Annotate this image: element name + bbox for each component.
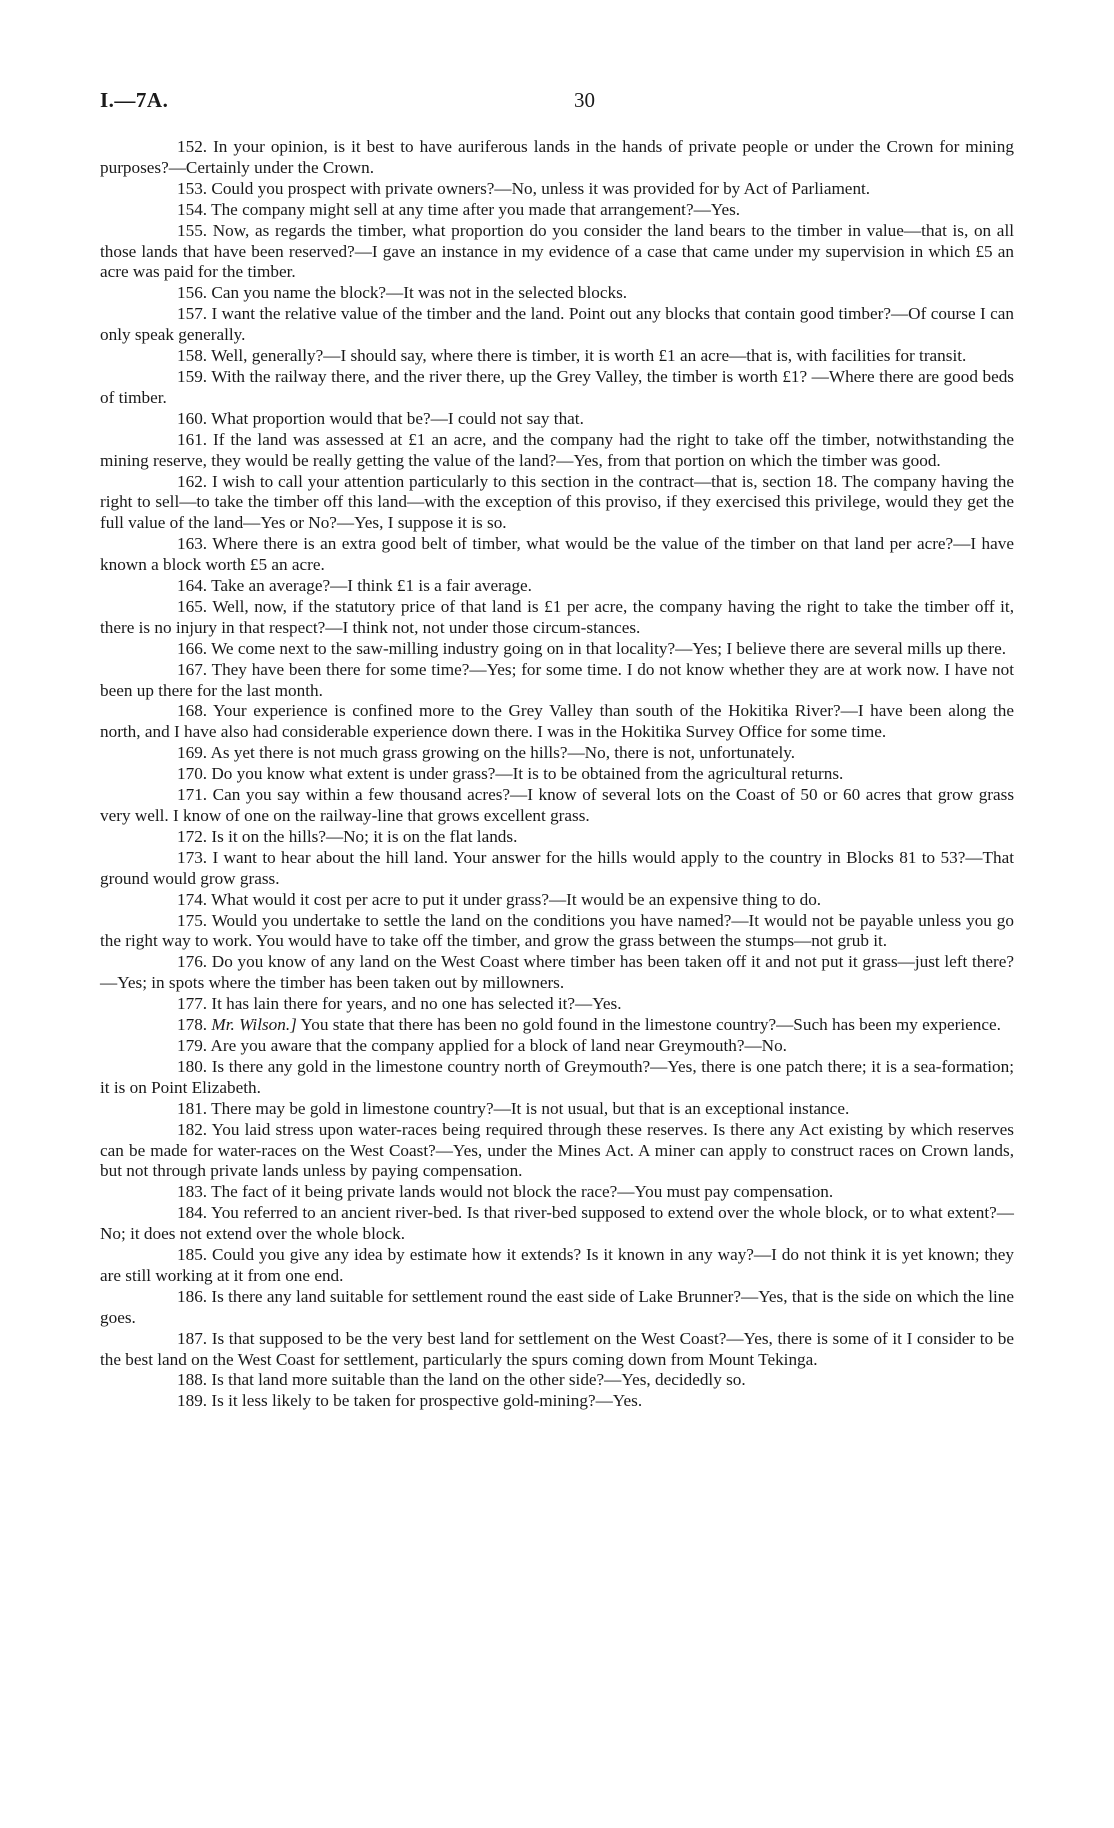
question-number: 172. (177, 826, 208, 846)
question-answer-text: I want the relative value of the timber and the land. Point out any blocks that contain good timber?—Of course I can only speak generally. (100, 304, 1014, 345)
question-answer-entry (100, 409, 1014, 430)
question-answer-text: Where there is an extra good belt of timber, what would be the value of the timber on that land per acre?—I have known a block worth £5 an acre. (100, 534, 1014, 575)
question-number: 176. (177, 952, 208, 972)
question-answer-text: You laid stress upon water-races being required through these reserves. Is there any Act existing by which reserves can be made for water-races on the West Coast?—Yes, under the Mines Act. A miner can apply to construct races on Crown lands, but not through private lands unless by paying compensation. (100, 1119, 1014, 1181)
question-number: 179. (177, 1035, 208, 1055)
question-number: 170. (177, 764, 208, 784)
question-answer-text: Is there any land suitable for settlement round the east side of Lake Brunner?—Yes, that is the side on which the line goes. (100, 1286, 1014, 1327)
question-answer-entry (100, 1203, 1014, 1245)
question-answer-entry (100, 827, 1014, 848)
question-answer-text: Do you know what extent is under grass?—It is to be obtained from the agricultural returns. (211, 764, 844, 784)
question-number: 180. (177, 1056, 208, 1076)
question-answer-entry (100, 1391, 1014, 1412)
question-answer-text: What would it cost per acre to put it under grass?—It would be an expensive thing to do. (211, 889, 822, 909)
question-answer-entry (100, 1120, 1014, 1183)
question-number: 154. (177, 199, 208, 219)
question-answer-text: Could you prospect with private owners?—No, unless it was provided for by Act of Parliament. (211, 178, 871, 198)
question-answer-entry (100, 1099, 1014, 1120)
question-answer-text: Your experience is confined more to the Grey Valley than south of the Hokitika River?—I have been along the north, and I have also had considerable experience down there. I was in the Hokitika Survey Office for some time. (100, 701, 1014, 742)
question-number: 181. (177, 1098, 208, 1118)
question-answer-entry (100, 952, 1014, 994)
question-number: 178. (177, 1015, 208, 1035)
question-answer-entry (100, 221, 1014, 284)
question-number: 157. (177, 304, 208, 324)
question-number: 173. (177, 847, 208, 867)
question-answer-text: You state that there has been no gold found in the limestone country?—Such has been my experience. (300, 1015, 1001, 1035)
question-answer-entry (100, 994, 1014, 1015)
question-answer-text: Well, now, if the statutory price of that land is £1 per acre, the company having the right to take the timber off it, there is no injury in that respect?—I think not, not under those circum-stances. (100, 596, 1014, 637)
question-answer-entry (100, 534, 1014, 576)
question-answer-text: I want to hear about the hill land. Your answer for the hills would apply to the country in Blocks 81 to 53?—That ground would grow grass. (100, 847, 1015, 888)
question-answer-text: You referred to an ancient river-bed. Is that river-bed supposed to extend over the whole block, or to what extent?—No; it does not extend over the whole block. (100, 1203, 1014, 1244)
question-number: 165. (177, 596, 208, 616)
question-answer-text: The company might sell at any time after you made that arrangement?—Yes. (211, 199, 741, 219)
question-answer-text: It has lain there for years, and no one has selected it?—Yes. (211, 994, 622, 1014)
question-answer-text: Is that supposed to be the very best land for settlement on the West Coast?—Yes, there is some of it I consider to be the best land on the West Coast for settlement, particularly the spurs coming down from Mount Tekinga. (100, 1328, 1014, 1369)
question-answer-text: With the railway there, and the river there, up the Grey Valley, the timber is worth £1? —Where there are good beds of timber. (100, 366, 1014, 407)
question-number: 189. (177, 1391, 208, 1411)
question-answer-entry (100, 639, 1014, 660)
question-answer-entry (100, 430, 1014, 472)
question-answer-text: I wish to call your attention particularly to this section in the contract—that is, section 18. The company having the right to sell—to take the timber off this land—with the exception of this proviso, if they exercised this privilege, would they get the full value of the land—Yes or No?—Yes, I suppose it is so. (100, 471, 1014, 533)
question-number: 160. (177, 408, 208, 428)
question-answer-entry (100, 1287, 1014, 1329)
question-answer-entry (100, 890, 1014, 911)
question-answer-text: As yet there is not much grass growing on the hills?—No, there is not, unfortunately. (210, 743, 796, 763)
question-answer-text: Can you name the block?—It was not in the selected blocks. (211, 283, 628, 303)
question-answer-entry (100, 200, 1014, 221)
question-number: 152. (177, 137, 208, 156)
question-answer-text: Is there any gold in the limestone country north of Greymouth?—Yes, there is one patch there; it is a sea-formation; it is on Point Elizabeth. (100, 1056, 1014, 1097)
question-number: 185. (177, 1245, 208, 1265)
question-number: 164. (177, 576, 208, 596)
question-answer-text: Is that land more suitable than the land on the other side?—Yes, decidedly so. (211, 1370, 746, 1390)
question-number: 188. (177, 1370, 208, 1390)
question-answer-text: Are you aware that the company applied for a block of land near Greymouth?—No. (210, 1035, 787, 1055)
question-answer-entry (100, 472, 1014, 535)
question-answer-entry (100, 1182, 1014, 1203)
question-answer-entry (100, 1245, 1014, 1287)
question-number: 158. (177, 346, 208, 366)
page-number: 30 (574, 88, 595, 112)
page-header (100, 88, 1014, 122)
question-answer-entry (100, 283, 1014, 304)
question-number: 171. (177, 785, 208, 805)
question-answer-text: In your opinion, is it best to have auriferous lands in the hands of private people or under the Crown for mining purposes?—Certainly under the Crown. (100, 137, 1014, 177)
question-answer-text: They have been there for some time?—Yes; for some time. I do not know whether they are at work now. I have not been up there for the last month. (100, 659, 1014, 700)
question-answer-text: We come next to the saw-milling industry going on in that locality?—Yes; I believe there are several mills up there. (211, 638, 1007, 658)
question-answer-text: The fact of it being private lands would not block the race?—You must pay compensation. (211, 1182, 834, 1202)
question-answer-entry (100, 576, 1014, 597)
question-answer-entry (100, 597, 1014, 639)
question-number: 186. (177, 1286, 208, 1306)
question-answer-entry (100, 848, 1014, 890)
question-number: 184. (177, 1203, 208, 1223)
evidence-text (100, 137, 1014, 1412)
question-number: 174. (177, 889, 208, 909)
question-answer-text: Now, as regards the timber, what proportion do you consider the land bears to the timber in value—that is, on all those lands that have been reserved?—I gave an instance in my evidence of a case that came under my supervision in which £5 an acre was paid for the timber. (100, 220, 1014, 282)
question-number: 161. (177, 429, 208, 449)
question-answer-entry (100, 1057, 1014, 1099)
question-answer-text: If the land was assessed at £1 an acre, and the company had the right to take off the timber, notwithstanding the mining reserve, they would be really getting the value of the land?—Yes, from that portion on which the timber was good. (100, 429, 1014, 470)
question-answer-entry (100, 660, 1014, 702)
question-answer-entry (100, 1036, 1014, 1057)
question-answer-entry (100, 346, 1014, 367)
speaker-name: Mr. Wilson.] (211, 1015, 297, 1035)
question-answer-entry (100, 785, 1014, 827)
question-number: 155. (177, 220, 208, 240)
question-answer-entry (100, 179, 1014, 200)
question-number: 159. (177, 366, 208, 386)
document-reference: I.—7A. (100, 88, 169, 112)
question-answer-entry (100, 1329, 1014, 1371)
question-number: 166. (177, 638, 208, 658)
question-answer-entry (100, 743, 1014, 764)
question-number: 175. (177, 910, 208, 930)
question-number: 162. (177, 471, 208, 491)
question-answer-entry (100, 911, 1014, 953)
question-number: 187. (177, 1328, 208, 1348)
question-answer-entry (100, 1015, 1014, 1036)
question-answer-text: What proportion would that be?—I could not say that. (211, 408, 584, 428)
question-answer-text: Take an average?—I think £1 is a fair average. (211, 576, 532, 596)
question-number: 167. (177, 659, 208, 679)
question-answer-entry (100, 304, 1014, 346)
question-answer-entry (100, 367, 1014, 409)
question-answer-entry (100, 701, 1014, 743)
question-number: 168. (177, 701, 208, 721)
question-answer-text: Is it less likely to be taken for prospective gold-mining?—Yes. (211, 1391, 643, 1411)
question-number: 163. (177, 534, 208, 554)
question-number: 153. (177, 178, 208, 198)
question-answer-text: Would you undertake to settle the land on the conditions you have named?—It would not be payable unless you go the right way to work. You would have to take off the timber, and grow the grass between the stumps—not grub it. (100, 910, 1014, 951)
question-answer-text: Well, generally?—I should say, where there is timber, it is worth £1 an acre—that is, with facilities for transit. (211, 346, 967, 366)
question-answer-entry (100, 137, 1014, 179)
question-answer-text: Is it on the hills?—No; it is on the flat lands. (211, 826, 518, 846)
question-number: 182. (177, 1119, 208, 1139)
question-number: 169. (177, 743, 208, 763)
question-number: 177. (177, 994, 208, 1014)
question-number: 156. (177, 283, 208, 303)
question-answer-text: Could you give any idea by estimate how it extends? Is it known in any way?—I do not think it is yet known; they are still working at it from one end. (100, 1245, 1014, 1285)
question-answer-text: Do you know of any land on the West Coast where timber has been taken off it and not put it grass—just left there?—Yes; in spots where the timber has been taken out by millowners. (100, 952, 1014, 993)
question-number: 183. (177, 1182, 208, 1202)
question-answer-entry (100, 764, 1014, 785)
question-answer-text: Can you say within a few thousand acres?—I know of several lots on the Coast of 50 or 60 acres that grow grass very well. I know of one on the railway-line that grows excellent grass. (100, 785, 1015, 825)
question-answer-entry (100, 1370, 1014, 1391)
question-answer-text: There may be gold in limestone country?—It is not usual, but that is an exceptional instance. (211, 1098, 850, 1118)
